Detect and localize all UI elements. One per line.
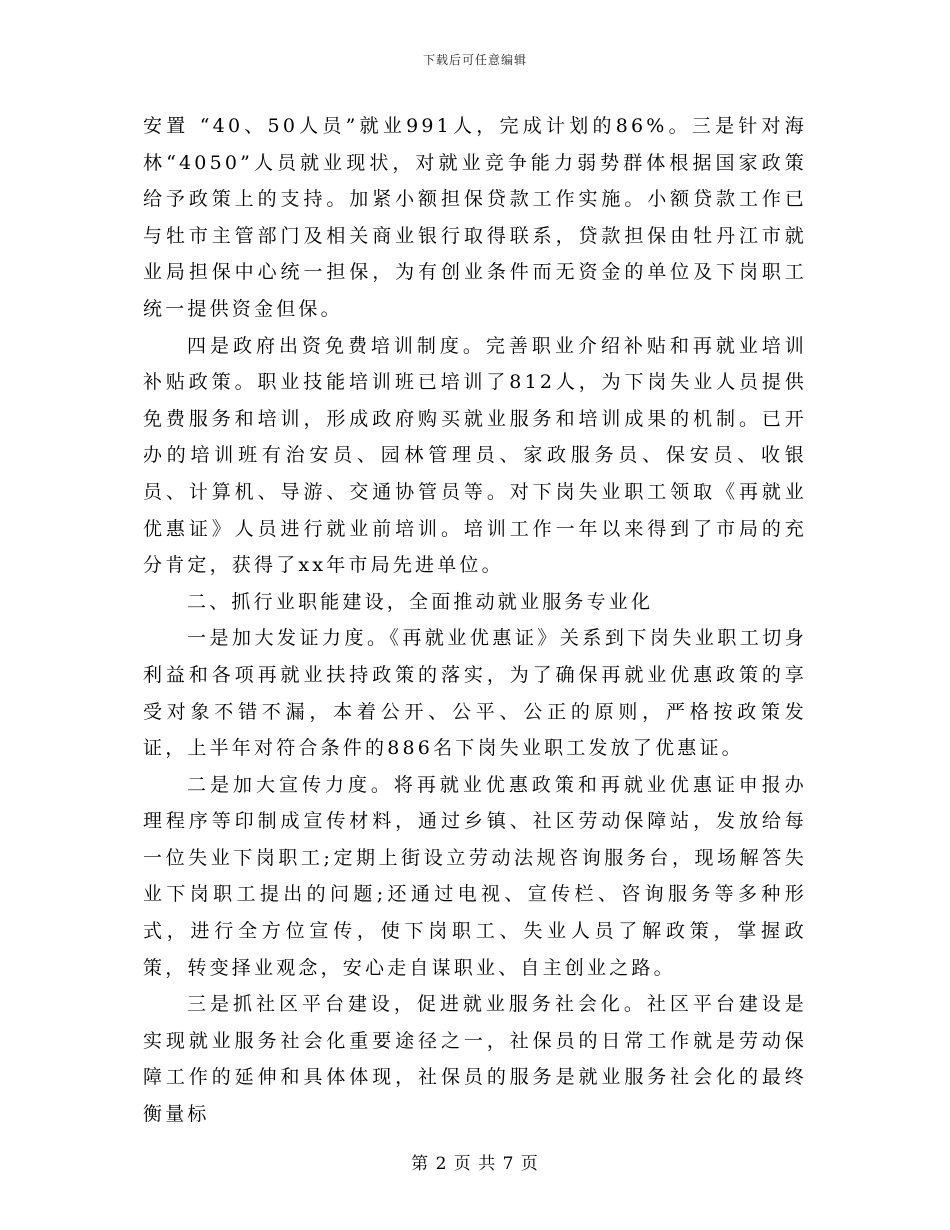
paragraph-4: 二是加大宣传力度。将再就业优惠政策和再就业优惠证申报办理程序等印制成宣传材料，通过乡镇、社区劳动保障站，发放给每一位失业下岗职工;定期上街设立劳动法规咨询服务台，现场解答失业下岗职工提出的问题;还通过电视、宣传栏、咨询服务等多种形式，进行全方位宣传，使下岗职工、失业人员了解政策，掌握政策，转变择业观念，安心走自谋职业、自主创业之路。 xyxy=(143,773,807,979)
paragraph-5: 三是抓社区平台建设，促进就业服务社会化。社区平台建设是实现就业服务社会化重要途径之一，社保员的日常工作就是劳动保障工作的延伸和具体体现，社保员的服务是就业服务社会化的最终衡量标 xyxy=(143,993,807,1126)
page-header: 下载后可任意编辑 xyxy=(422,53,527,67)
paragraph-1: 安置 “40、50人员”就业991人，完成计划的86%。三是针对海林“4050”人员就业现状，对就业竞争能力弱势群体根据国家政策给予政策上的支持。加紧小额担保贷款工作实施。小额贷款工作已与牡市主管部门及相关商业银行取得联系，贷款担保由牡丹江市就业局担保中心统一担保，为有创业条件而无资金的单位及下岗职工统一提供资金但保。 xyxy=(143,115,807,320)
paragraph-3: 一是加大发证力度。《再就业优惠证》关系到下岗失业职工切身利益和各项再就业扶持政策的落实，为了确保再就业优惠政策的享受对象不错不漏，本着公开、公平、公正的原则，严格按政策发证，上半年对符合条件的886名下岗失业职工发放了优惠证。 xyxy=(143,627,807,760)
section-heading-2: 二、抓行业职能建设，全面推动就业服务专业化 xyxy=(187,590,654,613)
paragraph-2: 四是政府出资免费培训制度。完善职业介绍补贴和再就业培训补贴政策。职业技能培训班已培训了812人，为下岗失业人员提供免费服务和培训，形成政府购买就业服务和培训成果的机制。已开办的培训班有治安员、园林管理员、家政服务员、保安员、收银员、计算机、导游、交通协管员等。对下岗失业职工领取《再就业优惠证》人员进行就业前培训。培训工作一年以来得到了市局的充分肯定，获得了xx年市局先进单位。 xyxy=(143,334,807,577)
page-footer: 第 2 页 共 7 页 xyxy=(411,1154,539,1174)
document-body xyxy=(143,108,807,1133)
